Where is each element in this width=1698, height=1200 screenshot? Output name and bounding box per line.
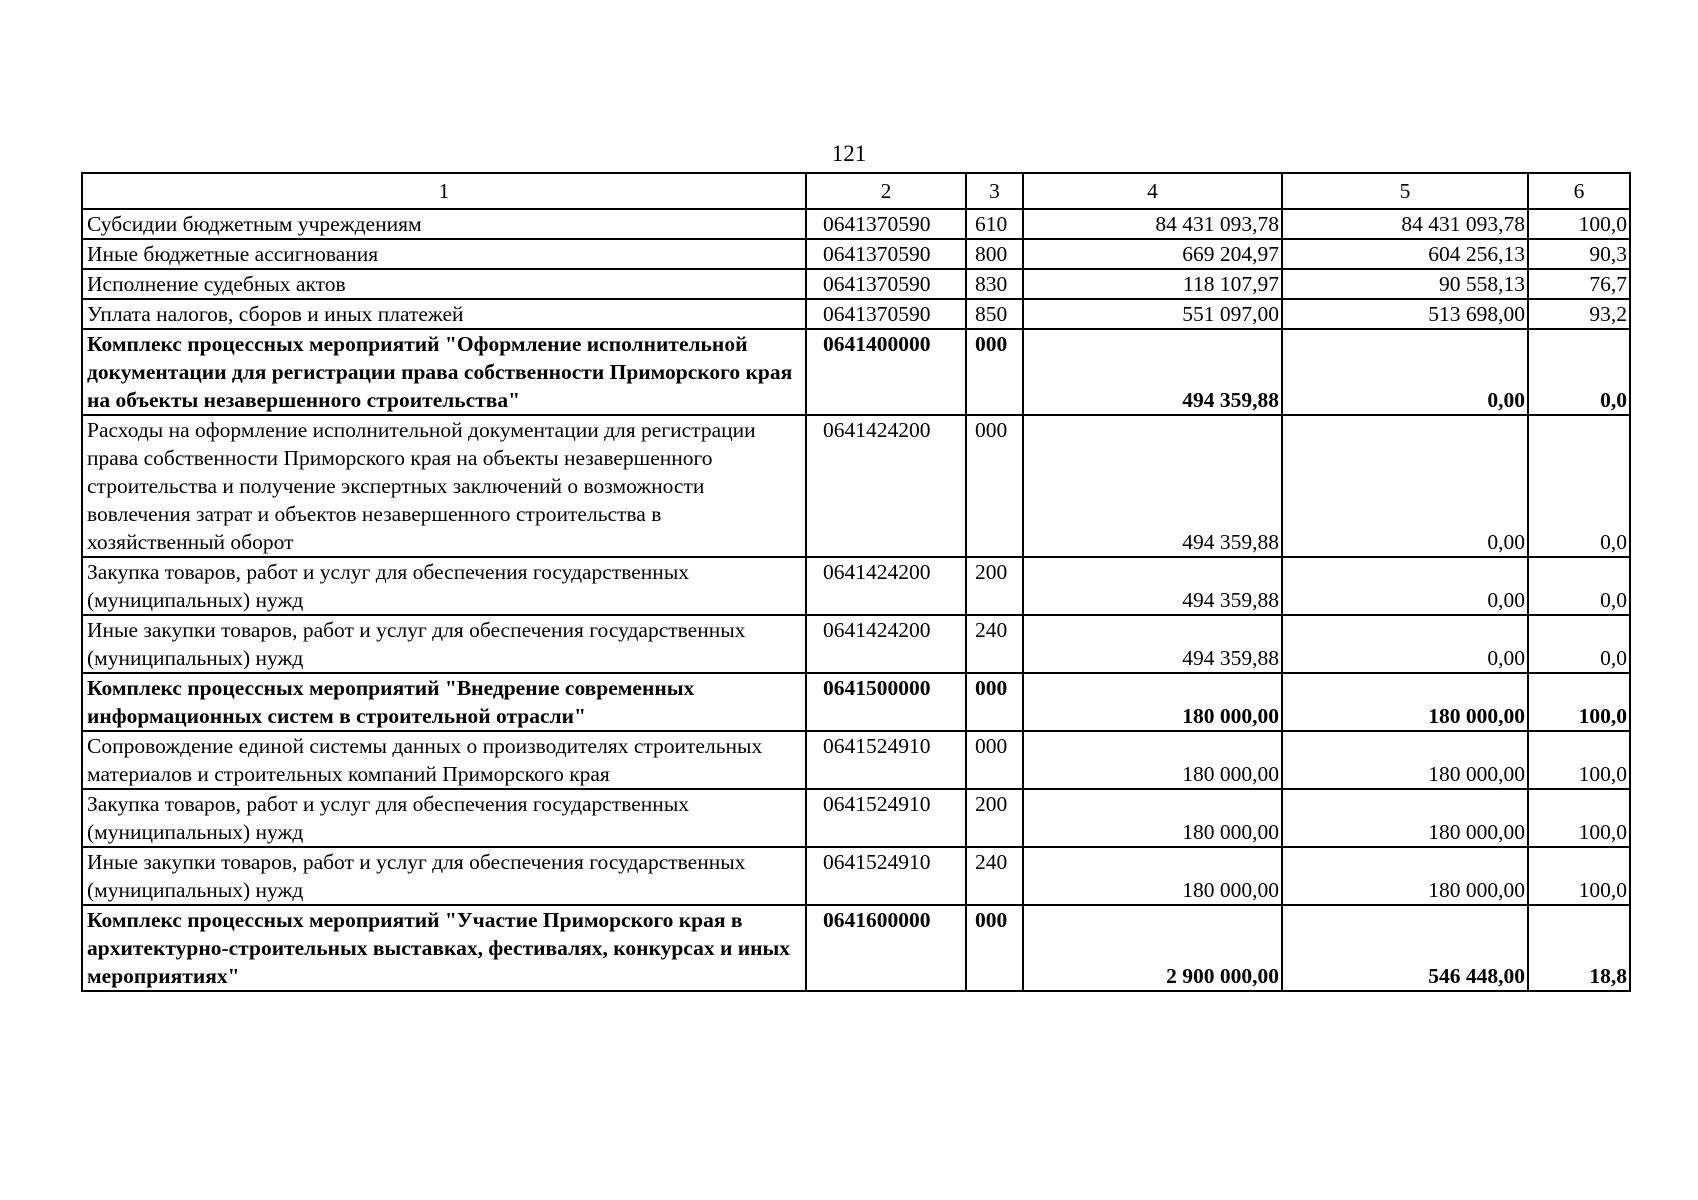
- header-cell: 4: [1023, 173, 1282, 209]
- row-plan-cell: 494 359,88: [1023, 615, 1282, 673]
- row-type-cell: 200: [966, 789, 1023, 847]
- row-name-cell: Иные бюджетные ассигнования: [82, 239, 806, 269]
- row-type-cell: 000: [966, 731, 1023, 789]
- row-name-cell: Расходы на оформление исполнительной документации для регистрации права собственности Приморского края на объекты незавершенного строительства и получение экспертных заключений о возможности вовлечения затрат и объектов незавершенного строительства в хозяйственный оборот: [82, 415, 806, 557]
- row-fact-cell: 0,00: [1282, 557, 1528, 615]
- row-fact-cell: 604 256,13: [1282, 239, 1528, 269]
- row-percent-cell: 100,0: [1528, 789, 1630, 847]
- row-percent-cell: 93,2: [1528, 299, 1630, 329]
- table-row: [82, 673, 1630, 731]
- row-plan-cell: 118 107,97: [1023, 269, 1282, 299]
- budget-table: [81, 172, 1631, 992]
- row-type-cell: 200: [966, 557, 1023, 615]
- row-type-cell: 000: [966, 673, 1023, 731]
- row-code-cell: 0641500000: [806, 673, 966, 731]
- row-type-cell: 240: [966, 615, 1023, 673]
- row-name-cell: Комплекс процессных мероприятий "Участие Приморского края в архитектурно-строительных выставках, фестивалях, конкурсах и иных мероприятиях": [82, 905, 806, 991]
- table-body: [82, 173, 1630, 991]
- row-code-cell: 0641370590: [806, 299, 966, 329]
- row-code-cell: 0641400000: [806, 329, 966, 415]
- row-code-cell: 0641524910: [806, 789, 966, 847]
- row-fact-cell: 180 000,00: [1282, 847, 1528, 905]
- row-plan-cell: 494 359,88: [1023, 329, 1282, 415]
- table-row: [82, 847, 1630, 905]
- row-name-cell: Субсидии бюджетным учреждениям: [82, 209, 806, 239]
- header-cell: 6: [1528, 173, 1630, 209]
- row-plan-cell: 494 359,88: [1023, 415, 1282, 557]
- table-row: [82, 415, 1630, 557]
- row-name-cell: Закупка товаров, работ и услуг для обеспечения государственных (муниципальных) нужд: [82, 557, 806, 615]
- row-code-cell: 0641600000: [806, 905, 966, 991]
- row-percent-cell: 0,0: [1528, 329, 1630, 415]
- table-row: [82, 789, 1630, 847]
- row-plan-cell: 180 000,00: [1023, 673, 1282, 731]
- row-plan-cell: 180 000,00: [1023, 731, 1282, 789]
- row-fact-cell: 180 000,00: [1282, 673, 1528, 731]
- row-plan-cell: 180 000,00: [1023, 847, 1282, 905]
- table-row: [82, 269, 1630, 299]
- row-percent-cell: 0,0: [1528, 557, 1630, 615]
- row-code-cell: 0641424200: [806, 557, 966, 615]
- row-percent-cell: 90,3: [1528, 239, 1630, 269]
- row-name-cell: Исполнение судебных актов: [82, 269, 806, 299]
- row-percent-cell: 100,0: [1528, 673, 1630, 731]
- table-header-row: [82, 173, 1630, 209]
- row-fact-cell: 513 698,00: [1282, 299, 1528, 329]
- table-row: [82, 299, 1630, 329]
- row-name-cell: Иные закупки товаров, работ и услуг для обеспечения государственных (муниципальных) нужд: [82, 615, 806, 673]
- table-row: [82, 731, 1630, 789]
- row-name-cell: Сопровождение единой системы данных о производителях строительных материалов и строительных компаний Приморского края: [82, 731, 806, 789]
- row-name-cell: Комплекс процессных мероприятий "Оформление исполнительной документации для регистрации права собственности Приморского края на объекты незавершенного строительства": [82, 329, 806, 415]
- table-row: [82, 239, 1630, 269]
- row-plan-cell: 669 204,97: [1023, 239, 1282, 269]
- row-code-cell: 0641424200: [806, 415, 966, 557]
- table-row: [82, 209, 1630, 239]
- row-code-cell: 0641370590: [806, 269, 966, 299]
- table-row: [82, 329, 1630, 415]
- row-name-cell: Уплата налогов, сборов и иных платежей: [82, 299, 806, 329]
- row-plan-cell: 84 431 093,78: [1023, 209, 1282, 239]
- row-fact-cell: 84 431 093,78: [1282, 209, 1528, 239]
- row-fact-cell: 0,00: [1282, 415, 1528, 557]
- header-cell: 5: [1282, 173, 1528, 209]
- row-fact-cell: 180 000,00: [1282, 789, 1528, 847]
- row-plan-cell: 494 359,88: [1023, 557, 1282, 615]
- header-cell: 1: [82, 173, 806, 209]
- row-percent-cell: 0,0: [1528, 415, 1630, 557]
- row-type-cell: 000: [966, 415, 1023, 557]
- row-plan-cell: 2 900 000,00: [1023, 905, 1282, 991]
- row-fact-cell: 90 558,13: [1282, 269, 1528, 299]
- row-fact-cell: 0,00: [1282, 329, 1528, 415]
- row-fact-cell: 0,00: [1282, 615, 1528, 673]
- row-code-cell: 0641370590: [806, 209, 966, 239]
- row-type-cell: 240: [966, 847, 1023, 905]
- row-plan-cell: 180 000,00: [1023, 789, 1282, 847]
- table-row: [82, 905, 1630, 991]
- row-fact-cell: 546 448,00: [1282, 905, 1528, 991]
- row-plan-cell: 551 097,00: [1023, 299, 1282, 329]
- row-type-cell: 000: [966, 905, 1023, 991]
- row-name-cell: Закупка товаров, работ и услуг для обеспечения государственных (муниципальных) нужд: [82, 789, 806, 847]
- row-name-cell: Комплекс процессных мероприятий "Внедрение современных информационных систем в строительной отрасли": [82, 673, 806, 731]
- row-percent-cell: 18,8: [1528, 905, 1630, 991]
- row-type-cell: 610: [966, 209, 1023, 239]
- row-code-cell: 0641524910: [806, 731, 966, 789]
- row-code-cell: 0641424200: [806, 615, 966, 673]
- row-percent-cell: 100,0: [1528, 209, 1630, 239]
- header-cell: 2: [806, 173, 966, 209]
- row-fact-cell: 180 000,00: [1282, 731, 1528, 789]
- table-row: [82, 615, 1630, 673]
- row-percent-cell: 100,0: [1528, 847, 1630, 905]
- row-percent-cell: 76,7: [1528, 269, 1630, 299]
- row-percent-cell: 0,0: [1528, 615, 1630, 673]
- row-code-cell: 0641370590: [806, 239, 966, 269]
- row-name-cell: Иные закупки товаров, работ и услуг для обеспечения государственных (муниципальных) нужд: [82, 847, 806, 905]
- page-number: 121: [831, 141, 867, 166]
- table-row: [82, 557, 1630, 615]
- row-type-cell: 830: [966, 269, 1023, 299]
- header-cell: 3: [966, 173, 1023, 209]
- row-type-cell: 800: [966, 239, 1023, 269]
- row-percent-cell: 100,0: [1528, 731, 1630, 789]
- row-type-cell: 850: [966, 299, 1023, 329]
- row-code-cell: 0641524910: [806, 847, 966, 905]
- row-type-cell: 000: [966, 329, 1023, 415]
